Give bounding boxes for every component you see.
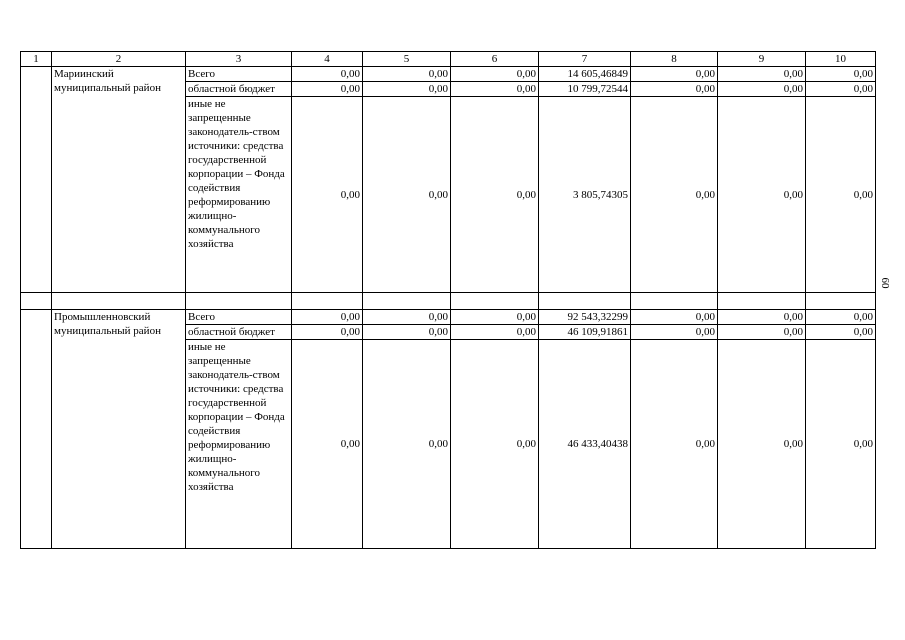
page-number: 60 bbox=[879, 277, 891, 289]
value-cell: 0,00 bbox=[451, 82, 539, 97]
district-name: Промышленновский муниципальный район bbox=[52, 310, 186, 549]
column-header: 2 bbox=[52, 52, 186, 67]
value-cell: 0,00 bbox=[631, 310, 718, 325]
spacer-row bbox=[21, 293, 876, 310]
column-header: 7 bbox=[539, 52, 631, 67]
value-cell: 0,00 bbox=[806, 325, 876, 340]
value-cell: 0,00 bbox=[363, 340, 451, 549]
value-cell: 3 805,74305 bbox=[539, 97, 631, 293]
value-cell: 0,00 bbox=[363, 82, 451, 97]
value-cell: 14 605,46849 bbox=[539, 67, 631, 82]
source-label: иные не запрещенные законодатель-ством источники: средства государственной корпорации – Фонда содействия реформированию жилищно-коммунального хозяйства bbox=[186, 97, 292, 293]
row-number-cell bbox=[21, 67, 52, 293]
value-cell: 0,00 bbox=[363, 97, 451, 293]
column-header: 4 bbox=[292, 52, 363, 67]
source-label: Всего bbox=[186, 67, 292, 82]
spacer-cell bbox=[718, 293, 806, 310]
value-cell: 0,00 bbox=[631, 82, 718, 97]
value-cell: 0,00 bbox=[718, 340, 806, 549]
value-cell: 0,00 bbox=[718, 310, 806, 325]
value-cell: 0,00 bbox=[292, 310, 363, 325]
budget-table bbox=[20, 51, 876, 549]
column-header: 5 bbox=[363, 52, 451, 67]
value-cell: 0,00 bbox=[806, 340, 876, 549]
source-label: областной бюджет bbox=[186, 82, 292, 97]
value-cell: 0,00 bbox=[363, 325, 451, 340]
source-label: областной бюджет bbox=[186, 325, 292, 340]
table-row bbox=[21, 310, 876, 325]
value-cell: 46 433,40438 bbox=[539, 340, 631, 549]
column-header: 3 bbox=[186, 52, 292, 67]
value-cell: 0,00 bbox=[806, 82, 876, 97]
value-cell: 0,00 bbox=[292, 97, 363, 293]
value-cell: 0,00 bbox=[806, 67, 876, 82]
value-cell: 0,00 bbox=[292, 340, 363, 549]
spacer-cell bbox=[806, 293, 876, 310]
spacer-cell bbox=[186, 293, 292, 310]
value-cell: 0,00 bbox=[451, 67, 539, 82]
value-cell: 0,00 bbox=[451, 340, 539, 549]
value-cell: 92 543,32299 bbox=[539, 310, 631, 325]
table-row bbox=[21, 67, 876, 82]
value-cell: 0,00 bbox=[363, 310, 451, 325]
value-cell: 0,00 bbox=[718, 67, 806, 82]
column-number-row bbox=[21, 52, 876, 67]
value-cell: 0,00 bbox=[631, 67, 718, 82]
value-cell: 0,00 bbox=[806, 310, 876, 325]
value-cell: 0,00 bbox=[631, 325, 718, 340]
value-cell: 0,00 bbox=[451, 325, 539, 340]
column-header: 10 bbox=[806, 52, 876, 67]
value-cell: 46 109,91861 bbox=[539, 325, 631, 340]
value-cell: 0,00 bbox=[451, 97, 539, 293]
value-cell: 0,00 bbox=[718, 97, 806, 293]
district-name: Мариинский муниципальный район bbox=[52, 67, 186, 293]
spacer-cell bbox=[631, 293, 718, 310]
spacer-cell bbox=[539, 293, 631, 310]
value-cell: 0,00 bbox=[292, 82, 363, 97]
spacer-cell bbox=[451, 293, 539, 310]
value-cell: 0,00 bbox=[718, 82, 806, 97]
spacer-cell bbox=[52, 293, 186, 310]
value-cell: 0,00 bbox=[292, 325, 363, 340]
spacer-cell bbox=[292, 293, 363, 310]
value-cell: 0,00 bbox=[363, 67, 451, 82]
column-header: 1 bbox=[21, 52, 52, 67]
value-cell: 0,00 bbox=[631, 340, 718, 549]
source-label: иные не запрещенные законодатель-ством источники: средства государственной корпорации – Фонда содействия реформированию жилищно-коммунального хозяйства bbox=[186, 340, 292, 549]
spacer-cell bbox=[21, 293, 52, 310]
value-cell: 10 799,72544 bbox=[539, 82, 631, 97]
row-number-cell bbox=[21, 310, 52, 549]
column-header: 8 bbox=[631, 52, 718, 67]
value-cell: 0,00 bbox=[718, 325, 806, 340]
value-cell: 0,00 bbox=[292, 67, 363, 82]
spacer-cell bbox=[363, 293, 451, 310]
source-label: Всего bbox=[186, 310, 292, 325]
value-cell: 0,00 bbox=[631, 97, 718, 293]
column-header: 6 bbox=[451, 52, 539, 67]
column-header: 9 bbox=[718, 52, 806, 67]
value-cell: 0,00 bbox=[806, 97, 876, 293]
value-cell: 0,00 bbox=[451, 310, 539, 325]
